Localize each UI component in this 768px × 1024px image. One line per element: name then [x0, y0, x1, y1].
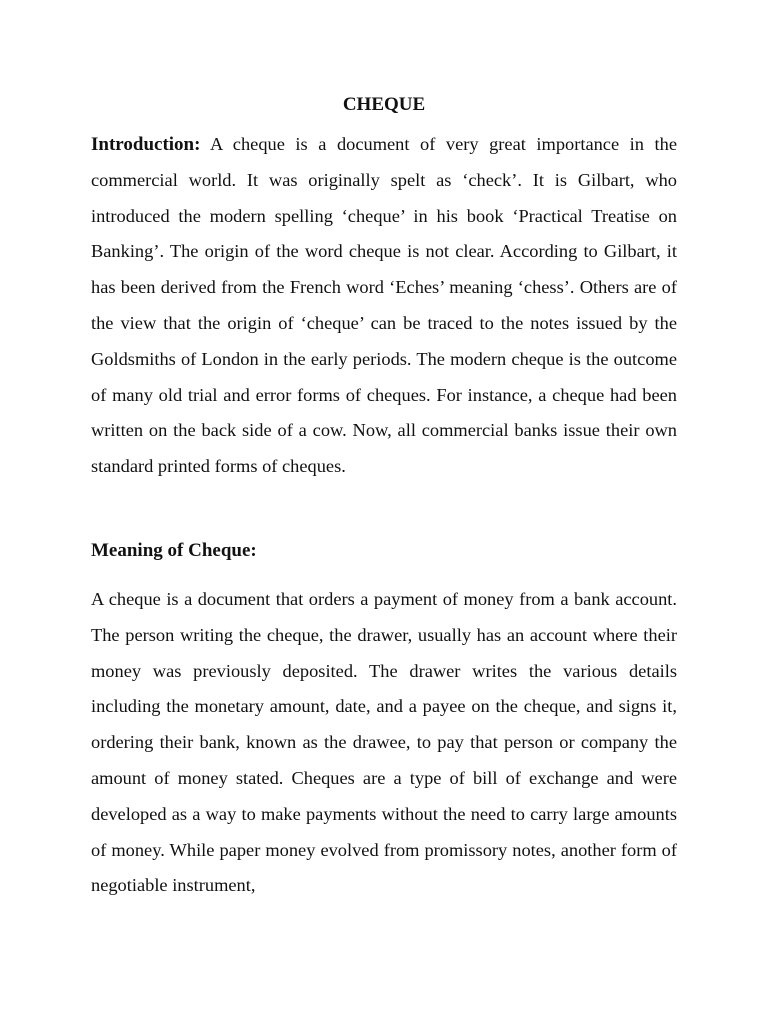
meaning-heading: Meaning of Cheque: — [91, 540, 257, 561]
introduction-label: Introduction: — [91, 134, 201, 155]
document-title: CHEQUE — [342, 94, 426, 115]
meaning-paragraph: A cheque is a document that orders a payment of money from a bank account. The person writing the cheque, the drawer, usually has an account where their money was previously deposited. The drawer writes the various details including the monetary amount, date, and a payee on the cheque, and signs it, ordering their bank, known as the drawee, to pay that person or company the amount of money stated. Cheques are a type of bill of exchange and were developed as a way to make payments without the need to carry large amounts of money. While paper money evolved from promissory notes, another form of negotiable instrument, — [91, 589, 677, 896]
introduction-paragraph — [91, 127, 677, 485]
introduction-text: A cheque is a document of very great importance in the commercial world. It was originally spelt as ‘check’. It is Gilbart, who introduced the modern spelling ‘cheque’ in his book ‘Practical Treatise on Banking’. The origin of the word cheque is not clear. According to Gilbart, it has been derived from the French word ‘Eches’ meaning ‘chess’. Others are of the view that the origin of ‘cheque’ can be traced to the notes issued by the Goldsmiths of London in the early periods. The modern cheque is the outcome of many old trial and error forms of cheques. For instance, a cheque had been written on the back side of a cow. Now, all commercial banks issue their own standard printed forms of cheques. — [91, 134, 678, 477]
